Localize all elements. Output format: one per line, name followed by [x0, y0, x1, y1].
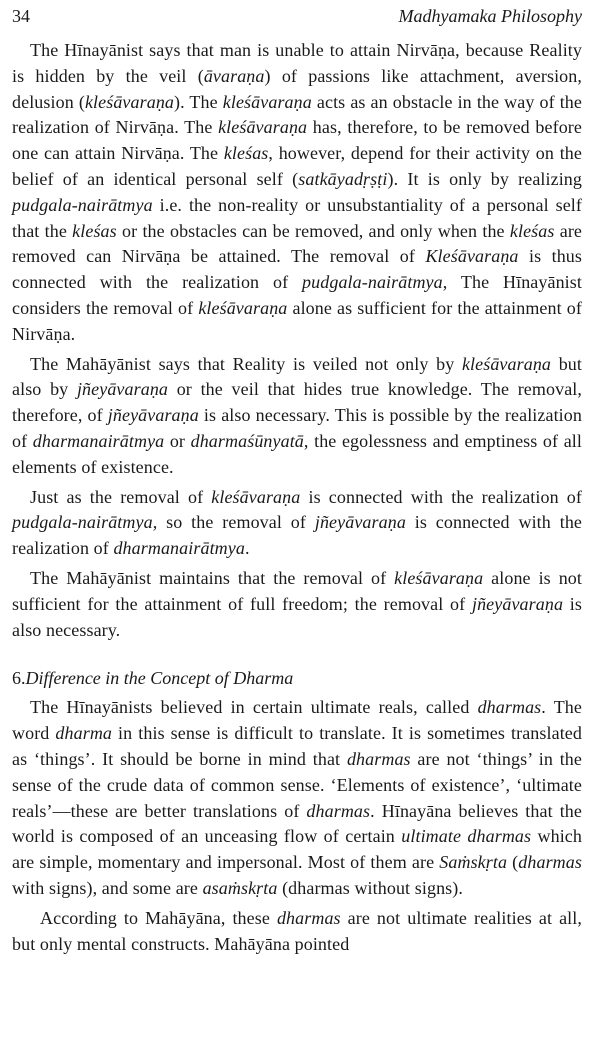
running-head: Madhyamaka Philosophy	[398, 6, 582, 26]
paragraph: The Hīnayānists believed in certain ultimate reals, called dharmas. The word dharma in this sense is difficult to translate. It is sometimes translated as ‘things’. It should be borne in mind that dharmas are not ‘things’ in the sense of the crude data of common sense. ‘Elements of existence’, ‘ultimate reals’—these are better translations of dharmas. Hīnayāna believes that the world is composed of an unceasing flow of certain ultimate dharmas which are simple, momentary and impersonal. Most of them are Saṁskṛta (dharmas with signs), and some are asaṁskṛta (dharmas without signs).	[12, 697, 582, 898]
section-heading	[12, 665, 582, 691]
section-number: 6.	[12, 668, 26, 689]
page-header	[12, 2, 582, 30]
paragraph: According to Mahāyāna, these dharmas are not ultimate realities at all, but only mental constructs. Mahāyāna pointed	[12, 907, 582, 954]
paragraph: The Mahāyānist maintains that the removal of kleśāvaraṇa alone is not sufficient for the attainment of full freedom; the removal of jñeyāvaraṇa is also necessary.	[12, 567, 582, 640]
page-body	[12, 38, 582, 961]
paragraph: The Mahāyānist says that Reality is veiled not only by kleśāvaraṇa but also by jñeyāvaraṇa or the veil that hides true knowledge. The removal, therefore, of jñeyāvaraṇa is also necessary. This is possible by the realization of dharmanairātmya or dharmaśūnyatā, the egolessness and emptiness of all elements of existence.	[12, 353, 582, 477]
paragraph: Just as the removal of kleśāvaraṇa is connected with the realization of pudgala-nairātmya, so the removal of jñeyāvaraṇa is connected with the realization of dharmanairātmya.	[12, 486, 583, 559]
paragraph: The Hīnayānist says that man is unable to attain Nirvāṇa, because Reality is hidden by the veil (āvaraṇa) of passions like attachment, aversion, delusion (kleśāvaraṇa). The kleśāvaraṇa acts as an obstacle in the way of the realization of Nirvāṇa. The kleśāvaraṇa has, therefore, to be removed before one can attain Nirvāṇa. The kleśas, however, depend for their activity on the belief of an identical personal self (satkāyadṛṣṭi). It is only by realizing pudgala-nairātmya i.e. the non-reality or unsubstantiality of a personal self that the kleśas or the obstacles can be removed, and only when the kleśas are removed can Nirvāṇa be attained. The removal of Kleśāvaraṇa is thus connected with the realization of pudgala-nairātmya, The Hīnayānist considers the removal of kleśāvaraṇa alone as sufficient for the attainment of Nirvāṇa.	[12, 40, 583, 344]
section-title: Difference in the Concept of Dharma	[25, 668, 294, 689]
page-number: 34	[12, 6, 30, 26]
